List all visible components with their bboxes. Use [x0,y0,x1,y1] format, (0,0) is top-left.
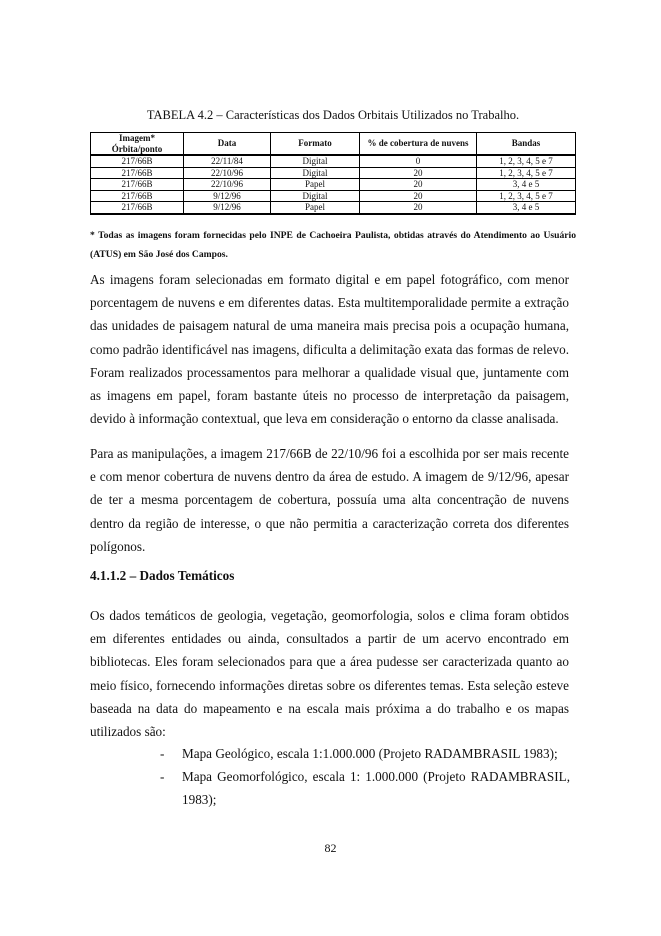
page-number: 82 [324,841,337,855]
table-row [91,179,576,191]
table-cell: Papel [271,179,360,191]
list-item [160,765,570,811]
header-data: Data [184,133,271,156]
table-cell: 22/10/96 [184,179,271,191]
table-row [91,167,576,179]
table-cell: Digital [271,190,360,202]
table-cell: 217/66B [91,167,184,179]
table-cell: Papel [271,202,360,214]
list-item-text: Mapa Geológico, escala 1:1.000.000 (Projeto RADAMBRASIL 1983); [182,746,558,761]
header-imagem: Imagem* Órbita/ponto [91,133,184,156]
table-row [91,202,576,214]
map-list [160,742,570,812]
table-row [91,155,576,167]
table-cell: 20 [360,179,477,191]
orbital-data-table [90,132,576,215]
table-cell: 217/66B [91,155,184,167]
table-cell: 217/66B [91,202,184,214]
table-cell: 1, 2, 3, 4, 5 e 7 [477,190,576,202]
section-heading: 4.1.1.2 – Dados Temáticos [90,568,235,583]
paragraph-thematic-data: Os dados temáticos de geologia, vegetação, geomorfologia, solos e clima foram obtidos em diferentes entidades ou ainda, consultados a partir de um acervo encontrado em bibliotecas. Eles foram selecionados para que a área pudesse ser caracterizada quanto ao meio físico, fornecendo informações diretas sobre os diferentes temas. Esta seleção esteve baseada na data do mapeamento e na escala mais próxima a do trabalho e os mapas utilizados são: [90,608,569,740]
table-cell: 20 [360,202,477,214]
list-dash: - [160,769,165,785]
table-header-row [91,133,576,156]
table-cell: 22/10/96 [184,167,271,179]
table-cell: Digital [271,155,360,167]
table-cell: 3, 4 e 5 [477,179,576,191]
table-cell: 9/12/96 [184,190,271,202]
header-formato: Formato [271,133,360,156]
table-cell: 1, 2, 3, 4, 5 e 7 [477,167,576,179]
table-cell: Digital [271,167,360,179]
table-cell: 20 [360,167,477,179]
list-item-text: Mapa Geomorfológico, escala 1: 1.000.000 (Projeto RADAMBRASIL, 1983); [182,769,570,808]
header-bandas: Bandas [477,133,576,156]
table-cell: 1, 2, 3, 4, 5 e 7 [477,155,576,167]
table-cell: 3, 4 e 5 [477,202,576,214]
table-cell: 22/11/84 [184,155,271,167]
table-cell: 0 [360,155,477,167]
table-row [91,190,576,202]
list-item [160,742,570,765]
list-dash: - [160,746,165,761]
table-cell: 217/66B [91,179,184,191]
table-cell: 20 [360,190,477,202]
table-cell: 9/12/96 [184,202,271,214]
table-caption: TABELA 4.2 – Características dos Dados Orbitais Utilizados no Trabalho. [146,108,520,122]
table-cell: 217/66B [91,190,184,202]
table-footnote: * Todas as imagens foram fornecidas pelo INPE de Cachoeira Paulista, obtidas através do Atendimento ao Usuário (ATUS) em São José dos Campos. [90,230,576,260]
paragraph-image-manipulation: Para as manipulações, a imagem 217/66B de 22/10/96 foi a escolhida por ser mais recente e com menor cobertura de nuvens dentro da área de estudo. A imagem de 9/12/96, apesar de ter a mesma porcentagem de cobertura, possuía uma alta concentração de nuvens dentro da região de interesse, o que não permitia a caracterização correta dos diferentes polígonos. [90,446,569,554]
header-cobertura: % de cobertura de nuvens [360,133,477,156]
paragraph-image-selection: As imagens foram selecionadas em formato digital e em papel fotográfico, com menor porcentagem de nuvens e em diferentes datas. Esta multitemporalidade permite a extração das unidades de paisagem natural de uma maneira mais precisa pois a ocupação humana, como padrão identificável nas imagens, dificulta a delimitação exata das formas de relevo. Foram realizados processamentos para melhorar a qualidade visual que, juntamente com as imagens em papel, foram bastante úteis no processo de interpretação da paisagem, devido à informação contextual, que leva em consideração o entorno da classe analisada. [90,272,569,427]
